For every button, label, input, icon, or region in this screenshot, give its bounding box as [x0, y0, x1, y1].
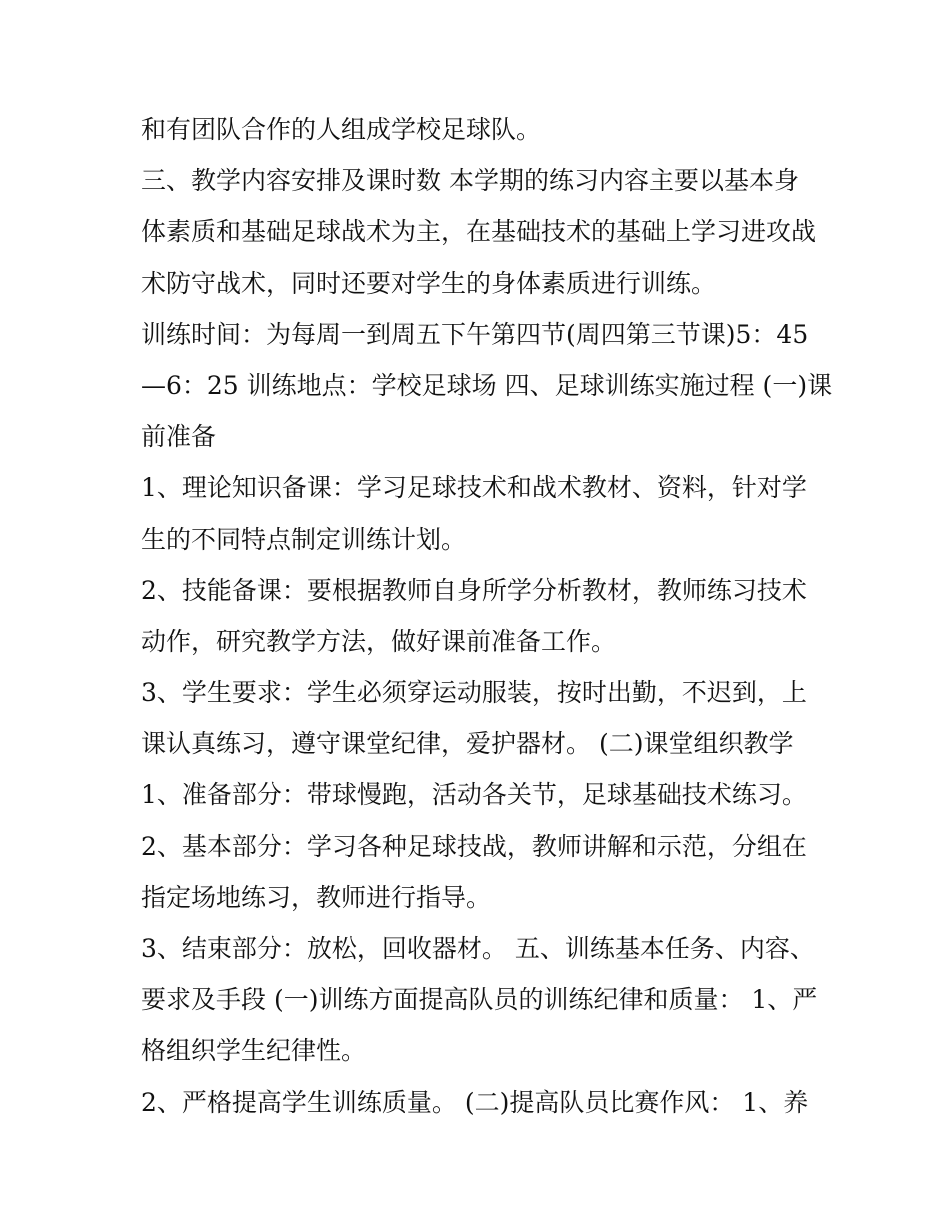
text-line: 2、基本部分：学习各种足球技战，教师讲解和示范，分组在	[141, 831, 807, 861]
text-line: 格组织学生纪律性。	[141, 1036, 367, 1066]
text-line: 要求及手段 (一)训练方面提高队员的训练纪律和质量： 1、严	[141, 985, 818, 1015]
text-line: 3、结束部分：放松，回收器材。 五、训练基本任务、内容、	[141, 934, 815, 963]
text-line: 3、学生要求：学生必须穿运动服装，按时出勤，不迟到，上	[141, 678, 807, 708]
text-line: 前准备	[141, 422, 217, 452]
text-line: —6：25 训练地点：学校足球场 四、足球训练实施过程 (一)课	[141, 370, 833, 400]
text-line: 2、严格提高学生训练质量。 (二)提高队员比赛作风： 1、养	[141, 1087, 809, 1117]
text-line: 三、教学内容安排及课时数 本学期的练习内容主要以基本身	[141, 166, 799, 196]
text-line: 术防守战术，同时还要对学生的身体素质进行训练。	[141, 268, 717, 298]
text-line: 和有团队合作的人组成学校足球队。	[141, 115, 542, 144]
text-line: 生的不同特点制定训练计划。	[141, 524, 467, 554]
document-body	[141, 104, 833, 1128]
text-line: 1、理论知识备课：学习足球技术和战术教材、资料，针对学	[141, 473, 807, 503]
text-line: 1、准备部分：带球慢跑，活动各关节，足球基础技术练习。	[141, 780, 807, 810]
text-line: 课认真练习，遵守课堂纪律，爱护器材。 (二)课堂组织教学	[141, 729, 794, 759]
text-line: 2、技能备课：要根据教师自身所学分析教材，教师练习技术	[141, 575, 807, 605]
text-line: 指定场地练习，教师进行指导。	[141, 882, 492, 912]
text-line: 动作，研究教学方法，做好课前准备工作。	[141, 626, 617, 656]
text-line: 体素质和基础足球战术为主，在基础技术的基础上学习进攻战	[141, 217, 817, 247]
text-line: 训练时间：为每周一到周五下午第四节(周四第三节课)5：45	[141, 319, 809, 349]
